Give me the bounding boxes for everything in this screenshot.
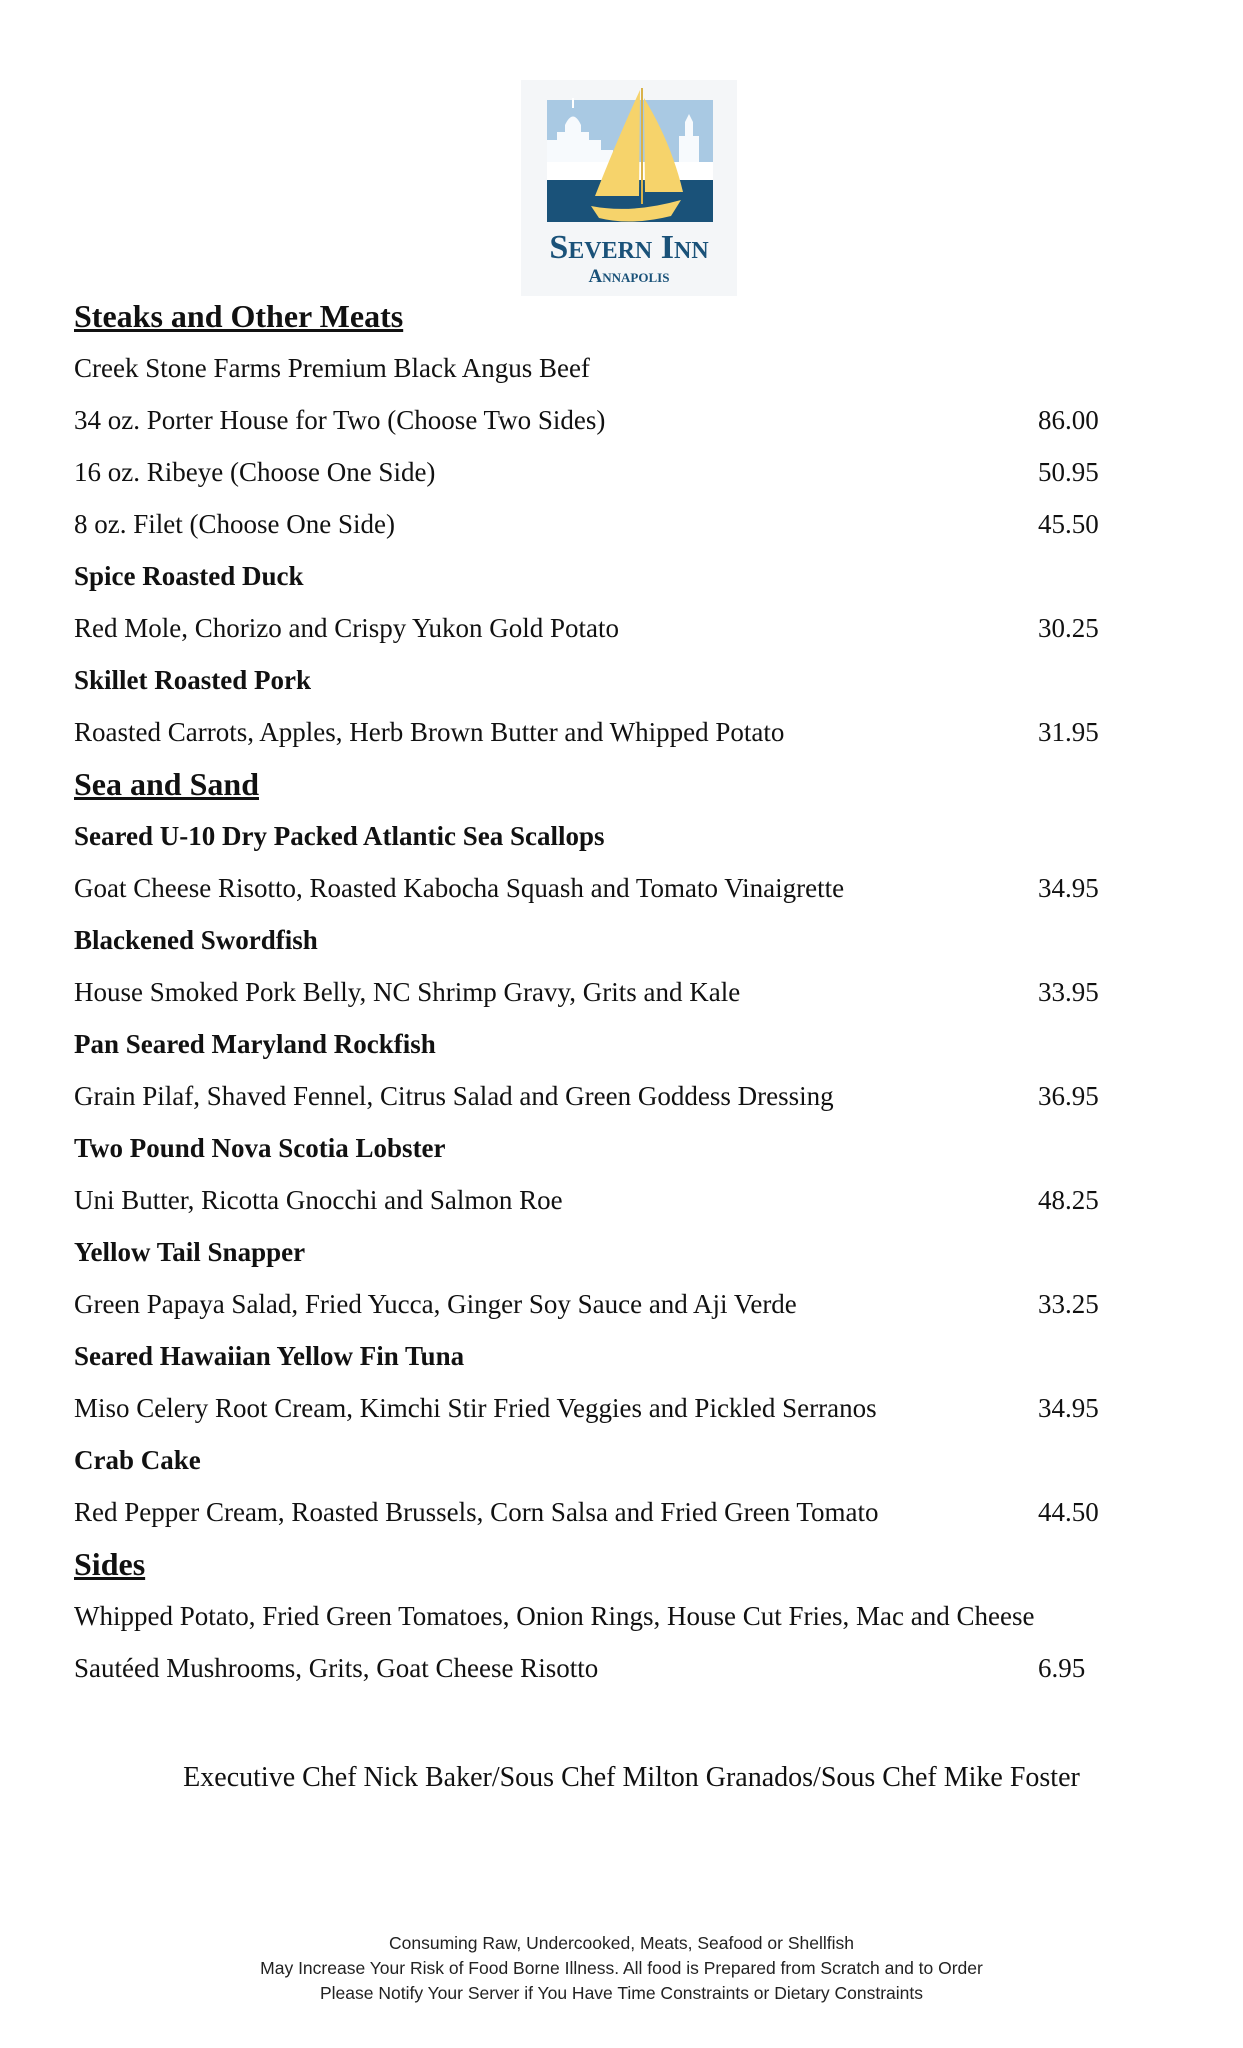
disclaimer-line: May Increase Your Risk of Food Borne Illness. All food is Prepared from Scratch and to Order [260, 1958, 983, 1978]
menu-row [74, 602, 1110, 654]
menu-row [74, 1174, 1110, 1226]
dish-title: Seared U-10 Dry Packed Atlantic Sea Scallops [74, 821, 605, 851]
dish-title: Spice Roasted Duck [74, 561, 304, 591]
menu-row [74, 394, 1110, 446]
dish-title: Two Pound Nova Scotia Lobster [74, 1133, 446, 1163]
menu-section-sea-and-sand [74, 758, 1110, 1538]
item-name: Creek Stone Farms Premium Black Angus Beef [74, 353, 590, 383]
menu-row [74, 654, 1110, 706]
item-price: 31.95 [1038, 717, 1099, 747]
item-name: Whipped Potato, Fried Green Tomatoes, Onion Rings, House Cut Fries, Mac and Cheese [74, 1601, 1035, 1631]
item-name: House Smoked Pork Belly, NC Shrimp Gravy, Grits and Kale [74, 977, 741, 1007]
menu-row [74, 1070, 1110, 1122]
menu-row [74, 914, 1110, 966]
menu-row [74, 1226, 1110, 1278]
item-price: 36.95 [1038, 1081, 1099, 1111]
sailboat-logo-icon [521, 80, 737, 296]
item-name: Red Mole, Chorizo and Crispy Yukon Gold Potato [74, 613, 619, 643]
item-price: 45.50 [1038, 509, 1099, 539]
menu-row [74, 498, 1110, 550]
item-name: 16 oz. Ribeye (Choose One Side) [74, 457, 436, 487]
item-name: Sautéed Mushrooms, Grits, Goat Cheese Risotto [74, 1653, 599, 1683]
disclaimer-line: Consuming Raw, Undercooked, Meats, Seafood or Shellfish [389, 1933, 854, 1953]
section-title: Sides [74, 1546, 146, 1582]
menu-row [74, 966, 1110, 1018]
health-disclaimer [0, 1931, 1243, 2006]
item-price: 34.95 [1038, 873, 1099, 903]
item-name: 34 oz. Porter House for Two (Choose Two Sides) [74, 405, 606, 435]
menu-section-steaks [74, 290, 1110, 758]
severn-inn-logo [521, 80, 737, 296]
dish-title: Skillet Roasted Pork [74, 665, 312, 695]
dish-title: Pan Seared Maryland Rockfish [74, 1029, 436, 1059]
dish-title: Crab Cake [74, 1445, 201, 1475]
item-name: 8 oz. Filet (Choose One Side) [74, 509, 395, 539]
chef-credits: Executive Chef Nick Baker/Sous Chef Milton Granados/Sous Chef Mike Foster [183, 1762, 1080, 1793]
item-name: Uni Butter, Ricotta Gnocchi and Salmon Roe [74, 1185, 563, 1215]
menu-row [74, 1122, 1110, 1174]
item-name: Green Papaya Salad, Fried Yucca, Ginger Soy Sauce and Aji Verde [74, 1289, 797, 1319]
menu-row [74, 862, 1110, 914]
item-name: Miso Celery Root Cream, Kimchi Stir Fried Veggies and Pickled Serranos [74, 1393, 877, 1423]
menu-row [74, 1486, 1110, 1538]
menu-row [74, 1382, 1110, 1434]
menu-row [74, 342, 1110, 394]
menu-row [74, 1642, 1110, 1694]
section-title: Sea and Sand [74, 766, 259, 802]
menu-row [74, 446, 1110, 498]
dish-title: Yellow Tail Snapper [74, 1237, 306, 1267]
item-price: 33.25 [1038, 1289, 1099, 1319]
menu [74, 290, 1110, 1694]
item-price: 86.00 [1038, 405, 1099, 435]
menu-row [74, 706, 1110, 758]
menu-row [74, 1590, 1110, 1642]
logo-name: Severn Inn [549, 229, 709, 266]
menu-row [74, 1018, 1110, 1070]
menu-row [74, 1434, 1110, 1486]
dish-title: Blackened Swordfish [74, 925, 318, 955]
menu-row [74, 550, 1110, 602]
logo-location: Annapolis [588, 266, 670, 287]
dish-title: Seared Hawaiian Yellow Fin Tuna [74, 1341, 465, 1371]
section-title: Steaks and Other Meats [74, 298, 404, 334]
item-price: 50.95 [1038, 457, 1099, 487]
item-price: 33.95 [1038, 977, 1099, 1007]
disclaimer-line: Please Notify Your Server if You Have Time Constraints or Dietary Constraints [319, 1983, 924, 2003]
item-name: Grain Pilaf, Shaved Fennel, Citrus Salad and Green Goddess Dressing [74, 1081, 834, 1111]
item-name: Roasted Carrots, Apples, Herb Brown Butter and Whipped Potato [74, 717, 785, 747]
item-price: 34.95 [1038, 1393, 1099, 1423]
menu-section-sides [74, 1538, 1110, 1694]
item-name: Goat Cheese Risotto, Roasted Kabocha Squash and Tomato Vinaigrette [74, 873, 845, 903]
item-price: 30.25 [1038, 613, 1099, 643]
menu-row [74, 1330, 1110, 1382]
item-name: Red Pepper Cream, Roasted Brussels, Corn Salsa and Fried Green Tomato [74, 1497, 879, 1527]
item-price: 6.95 [1038, 1653, 1086, 1683]
item-price: 44.50 [1038, 1497, 1099, 1527]
item-price: 48.25 [1038, 1185, 1099, 1215]
menu-row [74, 1278, 1110, 1330]
menu-row [74, 810, 1110, 862]
